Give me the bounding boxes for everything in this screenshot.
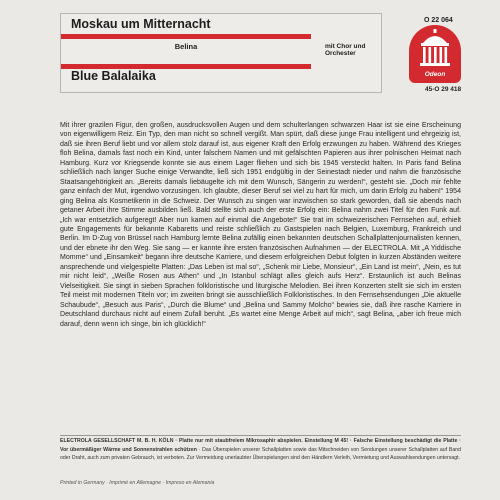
- title-box: [60, 13, 382, 93]
- liner-notes: Mit ihrer grazilen Figur, den großen, ausdrucksvollen Augen und dem schulterlangen schwarzen Haar ist sie eine Erscheinung von eigenwilligem Reiz. Ein Typ, den man nicht so schnell vergißt. Man spürt, daß diese junge Frau intelligent und ehrgeizig ist, daß sie ihren Beruf liebt und vor allem stolz darauf ist, aus eigener Kraft den Erfolg erzwungen zu haben. Während des Krieges floh Belina, damals fast noch ein Kind, unter falschem Namen und mit gefälschten Papieren aus ihrer polnischen Heimat nach Hamburg. Kurz vor Kriegsende konnte sie aus einem Lager fliehen und sich bis 1945 versteckt halten. In Paris fand Belina schließlich nach langer Suche einige Verwandte, ließ sich 1951 endgültig in der Seinestadt nieder und nahm die französische Staatsangehörigkeit an. „Bereits damals liebäugelte ich mit dem Wunsch, Sängerin zu werden!“, gesteht sie. „Doch mir fehlte ganz einfach der Mut, irgendwo vorzusingen. Ich glaubte, dieser Beruf sei viel zu hart für mich, um darin Erfolg zu haben!“ 1954 ging Belina als Kosmetikerin in die Schweiz. Der Wunsch zu singen war inzwischen so stark geworden, daß sie abends nach getaner Arbeit ihre Stimme ausbilden ließ. Bald stellte sich auch der erste Erfolg ein: Belina nahm zwei Titel für den Funk auf. „Ich war entsetzlich aufgeregt! Aber nun kamen auf einmal die Angebote!“ Sie trat im schweizerischen Fernsehen auf, erhielt gute Engagements für bekannte Kabaretts und reiste schließlich zu Gastspielen nach Belgien, Luxemburg, Frankreich und Berlin. Im D-Zug von Brüssel nach Hamburg lernte Belina zufällig einen bekannten deutschen Schallplattenjournalisten kennen, und der ebnete ihr den Weg. Sie sang — er kannte ihre ersten französischen Aufnahmen — der ELECTROLA. Mit „A Yiddische Momme“ und „Einsamkeit“ begann ihre deutsche Karriere, und diesem erfolgreichen Debut folgten in kurzen Abständen weitere ansprechende und vielgespielte Platten: „Das Leben ist mal so“, „Schenk mir Liebe, Monsieur“, „Ein Land ist mein“, „Nein, es tut mir nicht leid“, „Weiße Rosen aus Athen“ und „In Istanbul schlägt alles gleich aufs Herz“. Erstaunlich ist auch Belinas Vielseitigkeit. Sie singt in sieben Sprachen folkloristische und liturgische Melodien. Bei ihren Konzerten stellt sie sich im ersten Teil meist mit modernen Titeln vor; im zweiten bringt sie ausschließlich Folkloristisches. In den Fernsehsendungen „Die aktuelle Schaubude“, „Besuch aus Paris“, „Durch die Blume“ und „Belina und Sammy Molcho“ bewies sie, daß ihre rasche Karriere in Deutschland durchaus nicht auf einem Zufall beruht. „Es wartet eine Menge Arbeit auf mich“, sagt Belina, „aber ich freue mich darauf, denn wenn ich singe, bin ich glücklich!“: [60, 122, 461, 328]
- legal-divider: [60, 435, 461, 436]
- logo-label: Odeon: [424, 71, 446, 78]
- accompaniment-note: mit Chor und Orchester: [325, 43, 366, 57]
- side-b-title: Blue Balalaika: [71, 69, 156, 83]
- printed-in-note: Printed in Germany · Imprimé en Allemagne · Impreso en Alemania: [60, 480, 215, 486]
- catalog-number-lp: O 22 064: [424, 17, 453, 24]
- legal-lead: ELECTROLA GESELLSCHAFT M. B. H. KÖLN · Platte nur mit staubfreiem Mikrosaphir abspielen. Einstellung M 45! · Falsche Einstellung beschädigt die Platte · Vor übermäßiger Wärme und Sonnenstrahlen schützen: [60, 438, 461, 453]
- legal-rest: · Das Überspielen unserer Schallplatten sowie das Mitschneiden von Sendungen unserer Schallplatten auf Band oder Draht, auch zum privaten Gebrauch, ist verboten. Zur Vermeidung unerlaubter Überspielungen sind den Händlern Verleih, Vermietung und Auswahlsendungen untersagt.: [60, 446, 461, 462]
- catalog-number-single: 45-O 29 418: [425, 86, 462, 93]
- odeon-logo: [409, 25, 461, 83]
- red-band-top: [61, 34, 311, 39]
- side-a-title: Moskau um Mitternacht: [71, 17, 211, 31]
- temple-icon: [409, 25, 461, 71]
- artist-name: Belina: [174, 42, 198, 51]
- legal-notice: [60, 437, 461, 463]
